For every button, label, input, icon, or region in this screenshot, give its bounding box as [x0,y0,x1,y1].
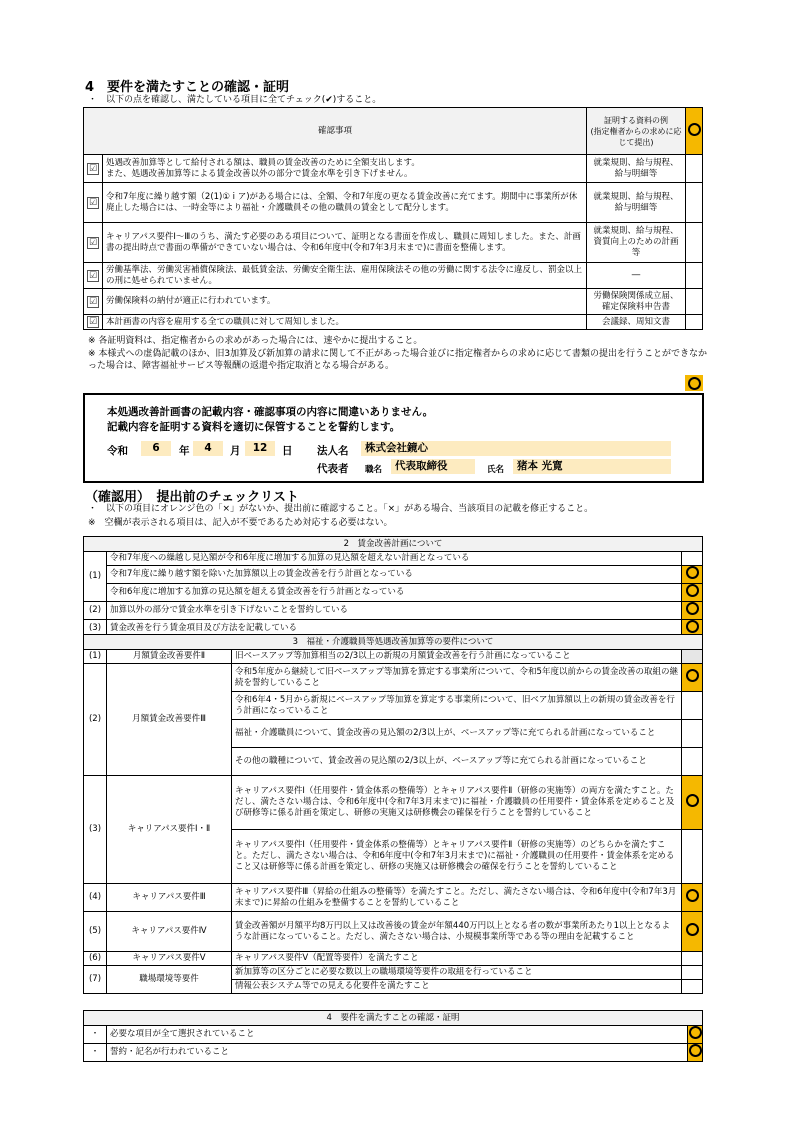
row-number: (2) [84,602,107,620]
requirement-text: キャリアパス要件Ⅰ（任用要件・賃金体系の整備等）とキャリアパス要件Ⅱ（研修の実施等）の両方を満たすこと。ただし、満たさない場合は、令和6年度中(令和7年3月末まで)に福祉・介護職員の任用要件・賃金体系を定めること及び研修等に係る計画を策定し、研修の実施又は研修機会の確保を行うことを誓約していること [232,776,682,830]
row-text: 令和6年度に増加する加算の見込額を超える賃金改善を行う計画となっている [107,584,682,602]
declaration-line2: 記載内容を証明する資料を適切に保管することを誓約します。 [107,421,401,433]
requirement-label: 職場環境等要件 [107,966,232,994]
section4-instruction: ・ 以下の点を確認し、満たしている項目に全てチェック(✔)すること。 [88,95,382,105]
row-number: (1) [84,650,107,664]
title-field[interactable]: 代表取締役 [391,459,475,474]
table2-header: 2 賃金改善計画について [84,537,703,552]
circle-flag-icon [686,602,699,615]
row-text: 加算以外の部分で賃金水準を引き下げないことを誓約している [107,602,682,620]
confirmation-text: 本計画書の内容を雇用する全ての職員に対して周知しました。 [103,315,587,330]
table3-header: 3 福祉・介護職員等処遇改善加算等の要件について [84,635,703,650]
header-evidence: 証明する資料の例 (指定権者からの求めに応じて提出) [587,108,686,155]
flag-cell [688,1026,703,1044]
row-text: 賃金改善を行う賃金項目及び方法を記載している [107,620,682,638]
circle-flag-icon [686,620,699,633]
flag-cell [682,884,703,912]
flag-cell [682,664,703,692]
table4-row [84,1044,703,1062]
flag-cell [682,980,703,994]
requirement-text: 情報公表システム等での見える化要件を満たすこと [232,980,682,994]
table3-row [84,952,703,966]
era-label: 令和 [107,445,128,457]
requirement-text: 旧ベースアップ等加算相当の2/3以上の新規の月額賃金改善を行う計画になっていること [232,650,682,664]
requirement-text: 福祉・介護職員について、賃金改善の見込額の2/3以上が、ベースアップ等に充てられる計画になっていること [232,720,682,748]
circle-flag-icon [686,794,699,807]
requirement-text: キャリアパス要件Ⅴ（配置等要件）を満たすこと [232,952,682,966]
day-field[interactable]: 12 [245,441,275,456]
checklist-title: （確認用） 提出前のチェックリスト [85,490,299,505]
evidence-text: 就業規則、給与規程、給与明細等 [587,183,686,223]
month-field[interactable]: 4 [193,441,223,456]
circle-flag-icon [686,889,699,902]
requirement-label: キャリアパス要件Ⅳ [107,912,232,952]
year-unit: 年 [179,445,190,457]
circle-flag-icon [686,584,699,597]
requirement-label: 月額賃金改善要件Ⅱ [107,650,232,664]
confirmation-text: 令和7年度に繰り越す額（2(1)① i ア)がある場合には、全額、令和7年度の更なる賃金改善に充てます。期間中に事業所が休廃止した場合には、一時金等により福祉・介護職員その他の職員の賃金として配分します。 [103,183,587,223]
row-text: 令和7年度への繰越し見込額が令和6年度に増加する加算の見込額を超えない計画となっている [107,552,682,566]
checkbox-icon[interactable]: ☑ [88,270,98,281]
rep-label: 代表者 [317,463,349,475]
table3-row [84,664,703,692]
flag-cell [682,566,703,584]
flag-cell [682,912,703,952]
requirement-text: 新加算等の区分ごとに必要な数以上の職場環境等要件の取組を行っていること [232,966,682,980]
table4-row [84,1026,703,1044]
row-number: (4) [84,884,107,912]
row-number: (2) [84,664,107,776]
declaration-flag [685,375,703,391]
requirement-text: 賃金改善額が月額平均8万円以上又は改善後の賃金が年額440万円以上となる者の数が事業所あたり1以上となるような計画になっていること。ただし、満たさない場合は、小規模事業所等である等の理由を記載すること [232,912,682,952]
name-field[interactable]: 猪本 光寛 [513,459,671,474]
table3-row [84,776,703,830]
circle-flag-icon [689,1044,702,1057]
section4-title: 4 要件を満たすことの確認・証明 [85,80,290,95]
circle-flag-icon [686,566,699,579]
row-number: (1) [84,552,107,602]
flag-cell [682,552,703,566]
flag-cell [682,748,703,776]
requirement-text: その他の職種について、賃金改善の見込額の2/3以上が、ベースアップ等に充てられる計画になっていること [232,748,682,776]
table3-row [84,912,703,952]
requirement-text: キャリアパス要件Ⅲ（昇給の仕組みの整備等）を満たすこと。ただし、満たさない場合は、令和6年度中(令和7年3月末まで)に昇給の仕組みを整備することを誓約していること [232,884,682,912]
evidence-text: 就業規則、給与規程、資質向上のための計画等 [587,223,686,263]
requirement-label: キャリアパス要件Ⅰ・Ⅱ [107,776,232,884]
confirmation-text: 労働基準法、労働災害補償保険法、最低賃金法、労働安全衛生法、雇用保険法その他の労働に関する法令に違反し、罰金以上の刑に処せられていません。 [103,263,587,289]
requirement-text: 令和5年度から継続して旧ベースアップ等加算を算定する事業所について、令和5年度以前からの賃金改善の取組の継続を誓約していること [232,664,682,692]
requirement-label: 月額賃金改善要件Ⅲ [107,664,232,776]
circle-flag-icon [688,123,701,136]
month-unit: 月 [230,445,241,457]
wage-plan-table [83,536,703,638]
section4-note-2: ※ 本様式への虚偽記載のほか、旧3加算及び新加算の請求に関して不正があった場合並びに指定権者からの求めに応じて書類の提出を行うことができなかった場合は、障害福祉サービス等報酬の返還や指定取消となる場合がある。 [88,349,708,371]
table2-row [84,602,703,620]
declaration-line1: 本処遇改善計画書の記載内容・確認事項の内容に間違いありません。 [107,406,434,418]
table3-row [84,966,703,980]
flag-cell [682,692,703,720]
row-text: 誓約・記名が行われていること [107,1044,688,1062]
table2-row [84,566,703,584]
row-bullet: ・ [84,1044,107,1062]
requirements-table [83,634,703,994]
confirmation-row [84,155,703,183]
row-number: (7) [84,966,107,994]
header-flag [686,108,703,155]
declaration-box [83,393,704,483]
table4-header: 4 要件を満たすことの確認・証明 [84,1011,703,1026]
row-text: 令和7年度に繰り越す額を除いた加算額以上の賃金改善を行う計画となっている [107,566,682,584]
table2-row [84,584,703,602]
table3-row [84,650,703,664]
row-number: (6) [84,952,107,966]
requirement-label: キャリアパス要件Ⅲ [107,884,232,912]
name-label: 氏名 [487,465,505,475]
requirement-label: キャリアパス要件Ⅴ [107,952,232,966]
row-bullet: ・ [84,1026,107,1044]
row-text: 必要な項目が全て選択されていること [107,1026,688,1044]
requirement-text: キャリアパス要件Ⅰ（任用要件・賃金体系の整備等）とキャリアパス要件Ⅱ（研修の実施等）のどちらかを満たすこと。ただし、満たさない場合は、令和6年度中(令和7年3月末まで)に福祉・介護職員の任用要件・賃金体系を定めること又は研修等に係る計画を策定し、研修の実施又は研修機会の確保を行うことを誓約していること [232,830,682,884]
evidence-text: 労働保険関係成立届、確定保険料申告書 [587,289,686,315]
flag-cell [682,966,703,980]
requirement-text: 令和6年4・5月から新規にベースアップ等加算を算定する事業所について、旧ベア加算額以上の新規の賃金改善を行う計画になっていること [232,692,682,720]
circle-flag-icon [686,923,699,936]
circle-flag-icon [688,377,701,390]
confirmation-text: 労働保険料の納付が適正に行われています。 [103,289,587,315]
confirmation-row [84,315,703,330]
table2-row [84,552,703,566]
corp-label: 法人名 [317,445,349,457]
evidence-text: 就業規則、給与規程、給与明細等 [587,155,686,183]
confirmation-text: キャリアパス要件Ⅰ～Ⅲのうち、満たす必要のある項目について、証明となる書面を作成し、職員に周知しました。また、計画書の提出時点で書面の準備ができていない場合は、令和6年度中(令和7年3月末まで)に書面を整備します。 [103,223,587,263]
circle-flag-icon [686,669,699,682]
year-field[interactable]: 6 [141,441,171,456]
flag-cell [682,720,703,748]
evidence-text: 会議録、周知文書 [587,315,686,330]
checkbox-icon[interactable]: ☑ [88,197,98,208]
flag-cell [682,952,703,966]
confirmation-row [84,289,703,315]
checklist-note-1: ・ 以下の項目にオレンジ色の「×」がないか、提出前に確認すること。「×」がある場合、当該項目の記載を修正すること。 [88,504,594,514]
day-unit: 日 [282,445,293,457]
confirmation-text: 処遇改善加算等として給付される額は、職員の賃金改善のために全額支出します。 また、処遇改善加算等による賃金改善以外の部分で賃金水準を引き下げません。 [103,155,587,183]
checkbox-icon[interactable]: ☑ [88,317,98,327]
row-number: (5) [84,912,107,952]
checklist-note-2: ※ 空欄が表示される項目は、記入が不要であるため対応する必要はない。 [88,518,393,528]
title-label: 職名 [365,465,383,475]
confirmation-row [84,183,703,223]
checkbox-icon[interactable]: ☑ [88,163,98,174]
table3-row [84,884,703,912]
header-item: 確認事項 [84,108,587,155]
evidence-text: ― [587,263,686,289]
confirmation-row [84,263,703,289]
flag-cell [682,602,703,620]
confirmation-row [84,223,703,263]
flag-cell [682,776,703,830]
flag-cell [688,1044,703,1062]
flag-cell [682,830,703,884]
row-number: (3) [84,620,107,638]
confirmation-check-table [83,1010,703,1062]
checkbox-icon[interactable]: ☑ [88,237,98,248]
circle-flag-icon [689,1026,702,1039]
row-number: (3) [84,776,107,884]
section4-note-1: ※ 各証明資料は、指定権者からの求めがあった場合には、速やかに提出すること。 [88,336,423,346]
corp-name-field[interactable]: 株式会社鏡心 [361,441,671,456]
confirmation-table [83,107,703,330]
flag-cell [682,650,703,664]
checkbox-icon[interactable]: ☑ [88,296,98,307]
flag-cell [682,584,703,602]
